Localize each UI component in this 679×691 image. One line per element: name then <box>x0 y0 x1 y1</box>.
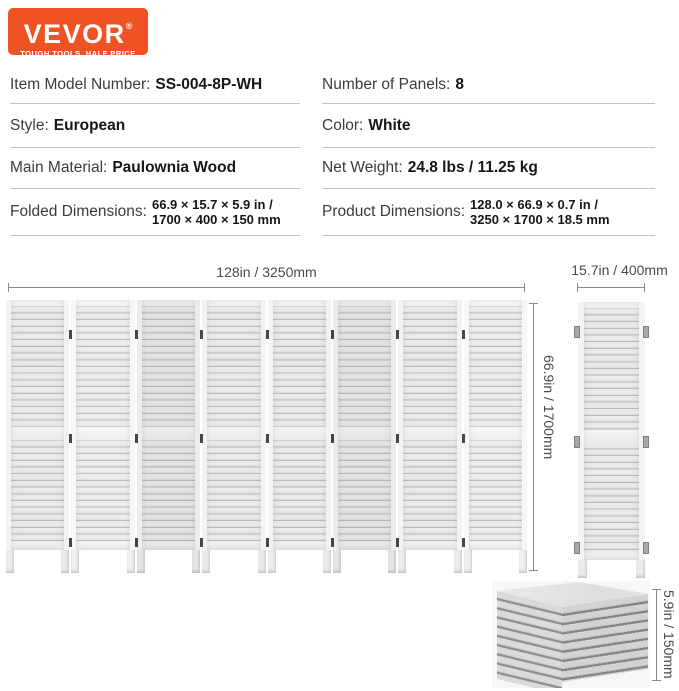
hinge-icon <box>462 330 465 339</box>
hinge-icon <box>69 538 72 547</box>
hinge-icon <box>69 434 72 443</box>
dimension-line-thickness <box>652 589 661 681</box>
vevor-logo <box>8 8 148 58</box>
hinge-icon <box>200 330 203 339</box>
divider-panel-7 <box>398 300 461 550</box>
spec-value: 8 <box>455 75 464 93</box>
hinge-icon <box>643 542 649 554</box>
hinge-icon <box>266 538 269 547</box>
spec-label: Color: <box>322 116 364 134</box>
dimension-label-unfolded-width: 128in / 3250mm <box>216 264 317 280</box>
hinge-icon <box>462 538 465 547</box>
spec-value-line1: 128.0 × 66.9 × 0.7 in / <box>470 197 598 212</box>
room-divider-unfolded-image <box>6 300 527 550</box>
spec-label: Product Dimensions: <box>322 203 466 220</box>
spec-row-product-dimensions <box>322 189 655 236</box>
stack-left-face <box>497 591 562 688</box>
spec-label: Number of Panels: <box>322 75 451 93</box>
spec-value-line2: 3250 × 1700 × 18.5 mm <box>470 212 610 227</box>
hinge-icon <box>266 434 269 443</box>
spec-value: White <box>368 116 411 134</box>
hinge-icon <box>266 330 269 339</box>
brand-text: VEVOR <box>23 19 126 49</box>
hinge-icon <box>643 436 649 448</box>
spec-value-line1: 66.9 × 15.7 × 5.9 in / <box>151 197 273 212</box>
brand-name <box>8 11 148 49</box>
hinge-icon <box>135 330 138 339</box>
hinge-icon <box>69 330 72 339</box>
dimension-label-height: 66.9in / 1700mm <box>541 355 557 460</box>
spec-row-panels <box>322 66 655 104</box>
spec-column-left <box>10 66 300 236</box>
spec-label: Main Material: <box>10 159 108 176</box>
divider-panel-4 <box>202 300 265 550</box>
hinge-icon <box>135 538 138 547</box>
spec-value: 24.8 lbs / 11.25 kg <box>407 159 538 176</box>
room-divider-folded-image <box>578 302 645 560</box>
dimension-line-unfolded-width <box>8 283 525 292</box>
spec-column-right <box>322 66 655 236</box>
brand-tagline: TOUGH TOOLS, HALF PRICE <box>20 49 136 58</box>
divider-panel-5 <box>268 300 331 550</box>
divider-panel-6 <box>333 300 396 550</box>
hinge-icon <box>331 538 334 547</box>
spec-value <box>470 197 610 227</box>
hinge-icon <box>462 434 465 443</box>
divider-panel-3 <box>137 300 200 550</box>
spec-value <box>152 197 281 227</box>
hinge-icon <box>574 436 580 448</box>
hinge-icon <box>200 538 203 547</box>
hinge-icon <box>331 434 334 443</box>
divider-panel-2 <box>71 300 134 550</box>
hinge-icon <box>396 330 399 339</box>
folded-stack-image <box>492 581 650 688</box>
spec-row-weight <box>322 148 655 189</box>
hinge-icon <box>135 434 138 443</box>
spec-row-color <box>322 104 655 148</box>
spec-value: European <box>53 116 126 134</box>
dimension-line-folded-width <box>577 283 645 292</box>
stack-right-face <box>562 594 648 682</box>
hinge-icon <box>396 434 399 443</box>
spec-row-style <box>10 104 300 148</box>
spec-label: Item Model Number: <box>10 75 151 93</box>
spec-value: Paulownia Wood <box>112 159 237 176</box>
registered-mark: ® <box>125 21 133 31</box>
dimension-line-height <box>529 303 538 571</box>
spec-value: SS-004-8P-WH <box>155 75 263 93</box>
hinge-icon <box>200 434 203 443</box>
spec-label: Net Weight: <box>322 159 403 176</box>
divider-panel-8 <box>464 300 527 550</box>
dimension-label-thickness: 5.9in / 150mm <box>661 590 677 679</box>
spec-row-model <box>10 66 300 104</box>
spec-value-line2: 1700 × 400 × 150 mm <box>151 212 281 227</box>
spec-row-folded-dimensions <box>10 189 300 236</box>
divider-panel-1 <box>6 300 69 550</box>
spec-label: Style: <box>10 116 49 134</box>
hinge-icon <box>574 542 580 554</box>
hinge-icon <box>574 326 580 338</box>
hinge-icon <box>643 326 649 338</box>
hinge-icon <box>331 330 334 339</box>
dimension-label-folded-width: 15.7in / 400mm <box>571 262 668 278</box>
hinge-icon <box>396 538 399 547</box>
spec-row-material <box>10 148 300 189</box>
spec-label: Folded Dimensions: <box>10 203 147 220</box>
